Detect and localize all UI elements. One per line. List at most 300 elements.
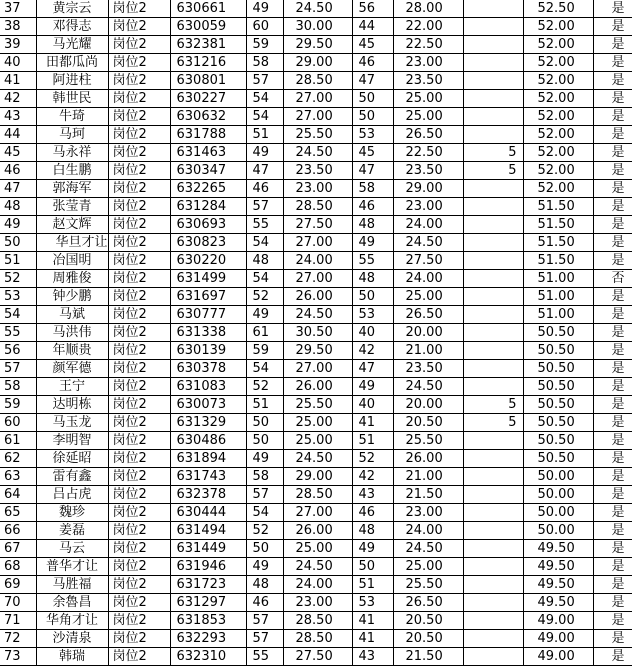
bonus-points-cell xyxy=(463,432,523,450)
row-number-cell: 57 xyxy=(0,360,36,378)
score-a-raw-cell: 47 xyxy=(246,162,283,180)
score-a-raw-cell: 49 xyxy=(246,306,283,324)
exam-id-cell: 631894 xyxy=(170,450,246,468)
score-b-weighted-cell: 22.00 xyxy=(393,18,463,36)
total-score-cell: 50.00 xyxy=(523,468,593,486)
name-cell: 颜军德 xyxy=(36,360,108,378)
score-b-weighted-cell: 25.00 xyxy=(393,558,463,576)
position-cell: 岗位2 xyxy=(108,180,170,198)
table-row xyxy=(0,612,632,630)
score-b-weighted-cell: 20.00 xyxy=(393,324,463,342)
table-row xyxy=(0,18,632,36)
score-a-raw-cell: 55 xyxy=(246,648,283,666)
score-b-weighted-cell: 23.50 xyxy=(393,72,463,90)
row-number-cell: 71 xyxy=(0,612,36,630)
qualified-flag-cell: 是 xyxy=(593,432,632,450)
score-b-weighted-cell: 25.50 xyxy=(393,576,463,594)
bonus-points-cell xyxy=(463,594,523,612)
score-b-weighted-cell: 23.00 xyxy=(393,54,463,72)
score-a-raw-cell: 52 xyxy=(246,288,283,306)
bonus-points-cell xyxy=(463,342,523,360)
qualified-flag-cell: 是 xyxy=(593,180,632,198)
bonus-points-cell xyxy=(463,324,523,342)
qualified-flag-cell: 是 xyxy=(593,324,632,342)
name-cell: 马珂 xyxy=(36,126,108,144)
score-a-raw-cell: 48 xyxy=(246,576,283,594)
total-score-cell: 49.50 xyxy=(523,558,593,576)
score-a-raw-cell: 54 xyxy=(246,90,283,108)
table-row xyxy=(0,198,632,216)
position-cell: 岗位2 xyxy=(108,144,170,162)
table-row xyxy=(0,126,632,144)
table-row xyxy=(0,252,632,270)
exam-id-cell: 632265 xyxy=(170,180,246,198)
bonus-points-cell xyxy=(463,180,523,198)
qualified-flag-cell: 是 xyxy=(593,288,632,306)
score-b-raw-cell: 47 xyxy=(352,360,393,378)
score-a-raw-cell: 54 xyxy=(246,360,283,378)
position-cell: 岗位2 xyxy=(108,648,170,666)
exam-id-cell: 630227 xyxy=(170,90,246,108)
score-b-weighted-cell: 21.00 xyxy=(393,342,463,360)
qualified-flag-cell: 是 xyxy=(593,72,632,90)
name-cell: 姜磊 xyxy=(36,522,108,540)
qualified-flag-cell: 是 xyxy=(593,126,632,144)
score-b-raw-cell: 55 xyxy=(352,252,393,270)
bonus-points-cell xyxy=(463,306,523,324)
table-row xyxy=(0,36,632,54)
position-cell: 岗位2 xyxy=(108,504,170,522)
position-cell: 岗位2 xyxy=(108,540,170,558)
total-score-cell: 52.00 xyxy=(523,180,593,198)
score-b-raw-cell: 48 xyxy=(352,270,393,288)
position-cell: 岗位2 xyxy=(108,360,170,378)
score-a-weighted-cell: 26.00 xyxy=(283,522,352,540)
bonus-points-cell xyxy=(463,90,523,108)
qualified-flag-cell: 是 xyxy=(593,450,632,468)
score-b-weighted-cell: 22.50 xyxy=(393,144,463,162)
qualified-flag-cell: 是 xyxy=(593,162,632,180)
bonus-points-cell xyxy=(463,108,523,126)
score-a-weighted-cell: 25.00 xyxy=(283,540,352,558)
qualified-flag-cell: 是 xyxy=(593,54,632,72)
total-score-cell: 51.00 xyxy=(523,288,593,306)
score-a-weighted-cell: 23.00 xyxy=(283,180,352,198)
score-a-raw-cell: 52 xyxy=(246,522,283,540)
name-cell: 韩世民 xyxy=(36,90,108,108)
score-a-raw-cell: 57 xyxy=(246,198,283,216)
score-b-weighted-cell: 29.00 xyxy=(393,180,463,198)
score-b-raw-cell: 47 xyxy=(352,72,393,90)
score-a-weighted-cell: 27.50 xyxy=(283,648,352,666)
score-a-weighted-cell: 27.00 xyxy=(283,108,352,126)
score-b-raw-cell: 48 xyxy=(352,216,393,234)
score-a-weighted-cell: 25.50 xyxy=(283,396,352,414)
exam-id-cell: 630632 xyxy=(170,108,246,126)
bonus-points-cell xyxy=(463,198,523,216)
table-row xyxy=(0,144,632,162)
total-score-cell: 51.50 xyxy=(523,252,593,270)
score-b-weighted-cell: 24.00 xyxy=(393,270,463,288)
table-row xyxy=(0,594,632,612)
score-b-raw-cell: 52 xyxy=(352,450,393,468)
name-cell: 周雅俊 xyxy=(36,270,108,288)
bonus-points-cell xyxy=(463,540,523,558)
score-a-raw-cell: 54 xyxy=(246,234,283,252)
position-cell: 岗位2 xyxy=(108,396,170,414)
score-a-weighted-cell: 27.00 xyxy=(283,270,352,288)
row-number-cell: 54 xyxy=(0,306,36,324)
name-cell: 普华才让 xyxy=(36,558,108,576)
table-row xyxy=(0,162,632,180)
exam-id-cell: 630220 xyxy=(170,252,246,270)
row-number-cell: 70 xyxy=(0,594,36,612)
score-a-raw-cell: 51 xyxy=(246,396,283,414)
score-a-weighted-cell: 24.50 xyxy=(283,558,352,576)
score-b-raw-cell: 42 xyxy=(352,468,393,486)
qualified-flag-cell: 是 xyxy=(593,144,632,162)
score-b-raw-cell: 49 xyxy=(352,540,393,558)
position-cell: 岗位2 xyxy=(108,522,170,540)
exam-id-cell: 630444 xyxy=(170,504,246,522)
exam-id-cell: 631284 xyxy=(170,198,246,216)
exam-id-cell: 631449 xyxy=(170,540,246,558)
table-row xyxy=(0,522,632,540)
exam-id-cell: 631743 xyxy=(170,468,246,486)
table-row xyxy=(0,90,632,108)
score-a-weighted-cell: 24.00 xyxy=(283,252,352,270)
qualified-flag-cell: 是 xyxy=(593,558,632,576)
score-b-raw-cell: 43 xyxy=(352,486,393,504)
score-a-raw-cell: 59 xyxy=(246,36,283,54)
qualified-flag-cell: 是 xyxy=(593,522,632,540)
qualified-flag-cell: 是 xyxy=(593,576,632,594)
name-cell: 马永祥 xyxy=(36,144,108,162)
bonus-points-cell xyxy=(463,504,523,522)
bonus-points-cell xyxy=(463,486,523,504)
score-a-weighted-cell: 24.00 xyxy=(283,576,352,594)
score-b-raw-cell: 46 xyxy=(352,54,393,72)
position-cell: 岗位2 xyxy=(108,612,170,630)
score-b-weighted-cell: 25.00 xyxy=(393,288,463,306)
score-a-weighted-cell: 26.00 xyxy=(283,288,352,306)
qualified-flag-cell: 是 xyxy=(593,360,632,378)
row-number-cell: 40 xyxy=(0,54,36,72)
score-a-raw-cell: 61 xyxy=(246,324,283,342)
bonus-points-cell xyxy=(463,522,523,540)
row-number-cell: 55 xyxy=(0,324,36,342)
score-b-raw-cell: 40 xyxy=(352,324,393,342)
bonus-points-cell xyxy=(463,468,523,486)
exam-id-cell: 630823 xyxy=(170,234,246,252)
score-b-raw-cell: 50 xyxy=(352,108,393,126)
score-a-weighted-cell: 25.00 xyxy=(283,432,352,450)
total-score-cell: 49.00 xyxy=(523,648,593,666)
table-row xyxy=(0,216,632,234)
score-b-raw-cell: 51 xyxy=(352,432,393,450)
exam-id-cell: 630347 xyxy=(170,162,246,180)
qualified-flag-cell: 是 xyxy=(593,90,632,108)
score-a-raw-cell: 51 xyxy=(246,126,283,144)
score-b-raw-cell: 41 xyxy=(352,630,393,648)
row-number-cell: 62 xyxy=(0,450,36,468)
name-cell: 马光耀 xyxy=(36,36,108,54)
score-b-weighted-cell: 27.50 xyxy=(393,252,463,270)
table-row xyxy=(0,396,632,414)
row-number-cell: 37 xyxy=(0,0,36,18)
name-cell: 钟少鹏 xyxy=(36,288,108,306)
position-cell: 岗位2 xyxy=(108,432,170,450)
total-score-cell: 49.50 xyxy=(523,576,593,594)
name-cell: 马洪伟 xyxy=(36,324,108,342)
name-cell: 吕占虎 xyxy=(36,486,108,504)
score-b-raw-cell: 56 xyxy=(352,0,393,18)
total-score-cell: 52.00 xyxy=(523,90,593,108)
name-cell: 牛琦 xyxy=(36,108,108,126)
exam-id-cell: 631463 xyxy=(170,144,246,162)
name-cell: 华旦才让 xyxy=(36,234,108,252)
total-score-cell: 50.00 xyxy=(523,504,593,522)
row-number-cell: 56 xyxy=(0,342,36,360)
table-row xyxy=(0,288,632,306)
bonus-points-cell xyxy=(463,234,523,252)
position-cell: 岗位2 xyxy=(108,162,170,180)
total-score-cell: 50.50 xyxy=(523,378,593,396)
qualified-flag-cell: 是 xyxy=(593,648,632,666)
total-score-cell: 49.50 xyxy=(523,594,593,612)
exam-id-cell: 631723 xyxy=(170,576,246,594)
bonus-points-cell: 5 xyxy=(463,396,523,414)
exam-id-cell: 631788 xyxy=(170,126,246,144)
row-number-cell: 61 xyxy=(0,432,36,450)
exam-id-cell: 631946 xyxy=(170,558,246,576)
total-score-cell: 50.50 xyxy=(523,450,593,468)
score-a-weighted-cell: 28.50 xyxy=(283,630,352,648)
row-number-cell: 64 xyxy=(0,486,36,504)
row-number-cell: 67 xyxy=(0,540,36,558)
table-row xyxy=(0,180,632,198)
score-a-weighted-cell: 28.50 xyxy=(283,486,352,504)
exam-id-cell: 631083 xyxy=(170,378,246,396)
score-b-raw-cell: 58 xyxy=(352,180,393,198)
score-b-weighted-cell: 23.00 xyxy=(393,504,463,522)
row-number-cell: 46 xyxy=(0,162,36,180)
position-cell: 岗位2 xyxy=(108,576,170,594)
score-b-raw-cell: 47 xyxy=(352,162,393,180)
total-score-cell: 49.00 xyxy=(523,630,593,648)
exam-id-cell: 630378 xyxy=(170,360,246,378)
qualified-flag-cell: 是 xyxy=(593,378,632,396)
score-b-weighted-cell: 24.50 xyxy=(393,378,463,396)
bonus-points-cell: 5 xyxy=(463,144,523,162)
position-cell: 岗位2 xyxy=(108,594,170,612)
table-row xyxy=(0,648,632,666)
score-b-raw-cell: 42 xyxy=(352,342,393,360)
total-score-cell: 52.00 xyxy=(523,162,593,180)
name-cell: 马云 xyxy=(36,540,108,558)
row-number-cell: 43 xyxy=(0,108,36,126)
score-b-raw-cell: 41 xyxy=(352,414,393,432)
score-b-weighted-cell: 26.50 xyxy=(393,306,463,324)
score-a-raw-cell: 60 xyxy=(246,18,283,36)
total-score-cell: 52.50 xyxy=(523,0,593,18)
bonus-points-cell: 5 xyxy=(463,414,523,432)
exam-id-cell: 630059 xyxy=(170,18,246,36)
score-a-weighted-cell: 30.50 xyxy=(283,324,352,342)
table-row xyxy=(0,108,632,126)
exam-id-cell: 630801 xyxy=(170,72,246,90)
total-score-cell: 52.00 xyxy=(523,108,593,126)
name-cell: 赵文辉 xyxy=(36,216,108,234)
exam-id-cell: 630661 xyxy=(170,0,246,18)
qualified-flag-cell: 是 xyxy=(593,468,632,486)
name-cell: 邓得志 xyxy=(36,18,108,36)
qualified-flag-cell: 是 xyxy=(593,540,632,558)
score-b-raw-cell: 53 xyxy=(352,594,393,612)
bonus-points-cell xyxy=(463,288,523,306)
table-row xyxy=(0,504,632,522)
total-score-cell: 51.00 xyxy=(523,306,593,324)
bonus-points-cell: 5 xyxy=(463,162,523,180)
score-a-weighted-cell: 28.50 xyxy=(283,198,352,216)
bonus-points-cell xyxy=(463,450,523,468)
table-row xyxy=(0,486,632,504)
position-cell: 岗位2 xyxy=(108,468,170,486)
table-row xyxy=(0,450,632,468)
table-row xyxy=(0,54,632,72)
bonus-points-cell xyxy=(463,612,523,630)
qualified-flag-cell: 是 xyxy=(593,108,632,126)
position-cell: 岗位2 xyxy=(108,72,170,90)
exam-id-cell: 632381 xyxy=(170,36,246,54)
qualified-flag-cell: 是 xyxy=(593,396,632,414)
qualified-flag-cell: 是 xyxy=(593,630,632,648)
row-number-cell: 49 xyxy=(0,216,36,234)
qualified-flag-cell: 是 xyxy=(593,486,632,504)
total-score-cell: 49.50 xyxy=(523,540,593,558)
score-b-raw-cell: 51 xyxy=(352,576,393,594)
total-score-cell: 50.50 xyxy=(523,414,593,432)
position-cell: 岗位2 xyxy=(108,0,170,18)
name-cell: 雷有鑫 xyxy=(36,468,108,486)
name-cell: 年顺贵 xyxy=(36,342,108,360)
position-cell: 岗位2 xyxy=(108,630,170,648)
total-score-cell: 50.00 xyxy=(523,522,593,540)
score-a-raw-cell: 54 xyxy=(246,108,283,126)
row-number-cell: 38 xyxy=(0,18,36,36)
position-cell: 岗位2 xyxy=(108,36,170,54)
exam-id-cell: 630139 xyxy=(170,342,246,360)
total-score-cell: 51.00 xyxy=(523,270,593,288)
table-row xyxy=(0,360,632,378)
score-b-raw-cell: 46 xyxy=(352,504,393,522)
position-cell: 岗位2 xyxy=(108,558,170,576)
position-cell: 岗位2 xyxy=(108,252,170,270)
name-cell: 王宁 xyxy=(36,378,108,396)
score-b-weighted-cell: 21.50 xyxy=(393,486,463,504)
row-number-cell: 63 xyxy=(0,468,36,486)
bonus-points-cell xyxy=(463,36,523,54)
total-score-cell: 52.00 xyxy=(523,126,593,144)
row-number-cell: 42 xyxy=(0,90,36,108)
name-cell: 达明栋 xyxy=(36,396,108,414)
table-row xyxy=(0,306,632,324)
score-a-weighted-cell: 27.00 xyxy=(283,234,352,252)
score-a-raw-cell: 57 xyxy=(246,72,283,90)
exam-id-cell: 630693 xyxy=(170,216,246,234)
score-a-raw-cell: 49 xyxy=(246,144,283,162)
exam-id-cell: 630486 xyxy=(170,432,246,450)
score-b-raw-cell: 48 xyxy=(352,522,393,540)
position-cell: 岗位2 xyxy=(108,18,170,36)
table-row xyxy=(0,234,632,252)
score-a-raw-cell: 50 xyxy=(246,540,283,558)
exam-id-cell: 632293 xyxy=(170,630,246,648)
row-number-cell: 53 xyxy=(0,288,36,306)
position-cell: 岗位2 xyxy=(108,234,170,252)
table-row xyxy=(0,72,632,90)
score-b-weighted-cell: 23.50 xyxy=(393,162,463,180)
score-a-raw-cell: 46 xyxy=(246,180,283,198)
score-a-weighted-cell: 23.00 xyxy=(283,594,352,612)
score-a-raw-cell: 57 xyxy=(246,630,283,648)
table-row xyxy=(0,324,632,342)
qualified-flag-cell: 是 xyxy=(593,0,632,18)
name-cell: 余魯昌 xyxy=(36,594,108,612)
score-b-weighted-cell: 26.50 xyxy=(393,594,463,612)
score-a-weighted-cell: 27.00 xyxy=(283,360,352,378)
score-a-weighted-cell: 23.50 xyxy=(283,162,352,180)
row-number-cell: 50 xyxy=(0,234,36,252)
position-cell: 岗位2 xyxy=(108,288,170,306)
bonus-points-cell xyxy=(463,252,523,270)
total-score-cell: 52.00 xyxy=(523,18,593,36)
total-score-cell: 52.00 xyxy=(523,72,593,90)
bonus-points-cell xyxy=(463,18,523,36)
score-b-raw-cell: 49 xyxy=(352,234,393,252)
total-score-cell: 50.50 xyxy=(523,342,593,360)
score-b-weighted-cell: 25.00 xyxy=(393,90,463,108)
score-a-weighted-cell: 26.00 xyxy=(283,378,352,396)
score-b-weighted-cell: 22.50 xyxy=(393,36,463,54)
score-a-raw-cell: 48 xyxy=(246,252,283,270)
row-number-cell: 48 xyxy=(0,198,36,216)
row-number-cell: 41 xyxy=(0,72,36,90)
bonus-points-cell xyxy=(463,576,523,594)
score-b-raw-cell: 44 xyxy=(352,18,393,36)
score-a-raw-cell: 57 xyxy=(246,486,283,504)
score-b-weighted-cell: 21.50 xyxy=(393,648,463,666)
total-score-cell: 51.50 xyxy=(523,216,593,234)
exam-id-cell: 630073 xyxy=(170,396,246,414)
score-a-weighted-cell: 29.50 xyxy=(283,342,352,360)
score-a-weighted-cell: 24.50 xyxy=(283,306,352,324)
table-row xyxy=(0,558,632,576)
row-number-cell: 45 xyxy=(0,144,36,162)
name-cell: 韩瑞 xyxy=(36,648,108,666)
table-row xyxy=(0,468,632,486)
position-cell: 岗位2 xyxy=(108,216,170,234)
bonus-points-cell xyxy=(463,126,523,144)
exam-id-cell: 632378 xyxy=(170,486,246,504)
score-b-weighted-cell: 23.50 xyxy=(393,360,463,378)
bonus-points-cell xyxy=(463,270,523,288)
score-a-weighted-cell: 27.50 xyxy=(283,216,352,234)
row-number-cell: 51 xyxy=(0,252,36,270)
table-row xyxy=(0,378,632,396)
table-row xyxy=(0,414,632,432)
score-a-raw-cell: 58 xyxy=(246,54,283,72)
